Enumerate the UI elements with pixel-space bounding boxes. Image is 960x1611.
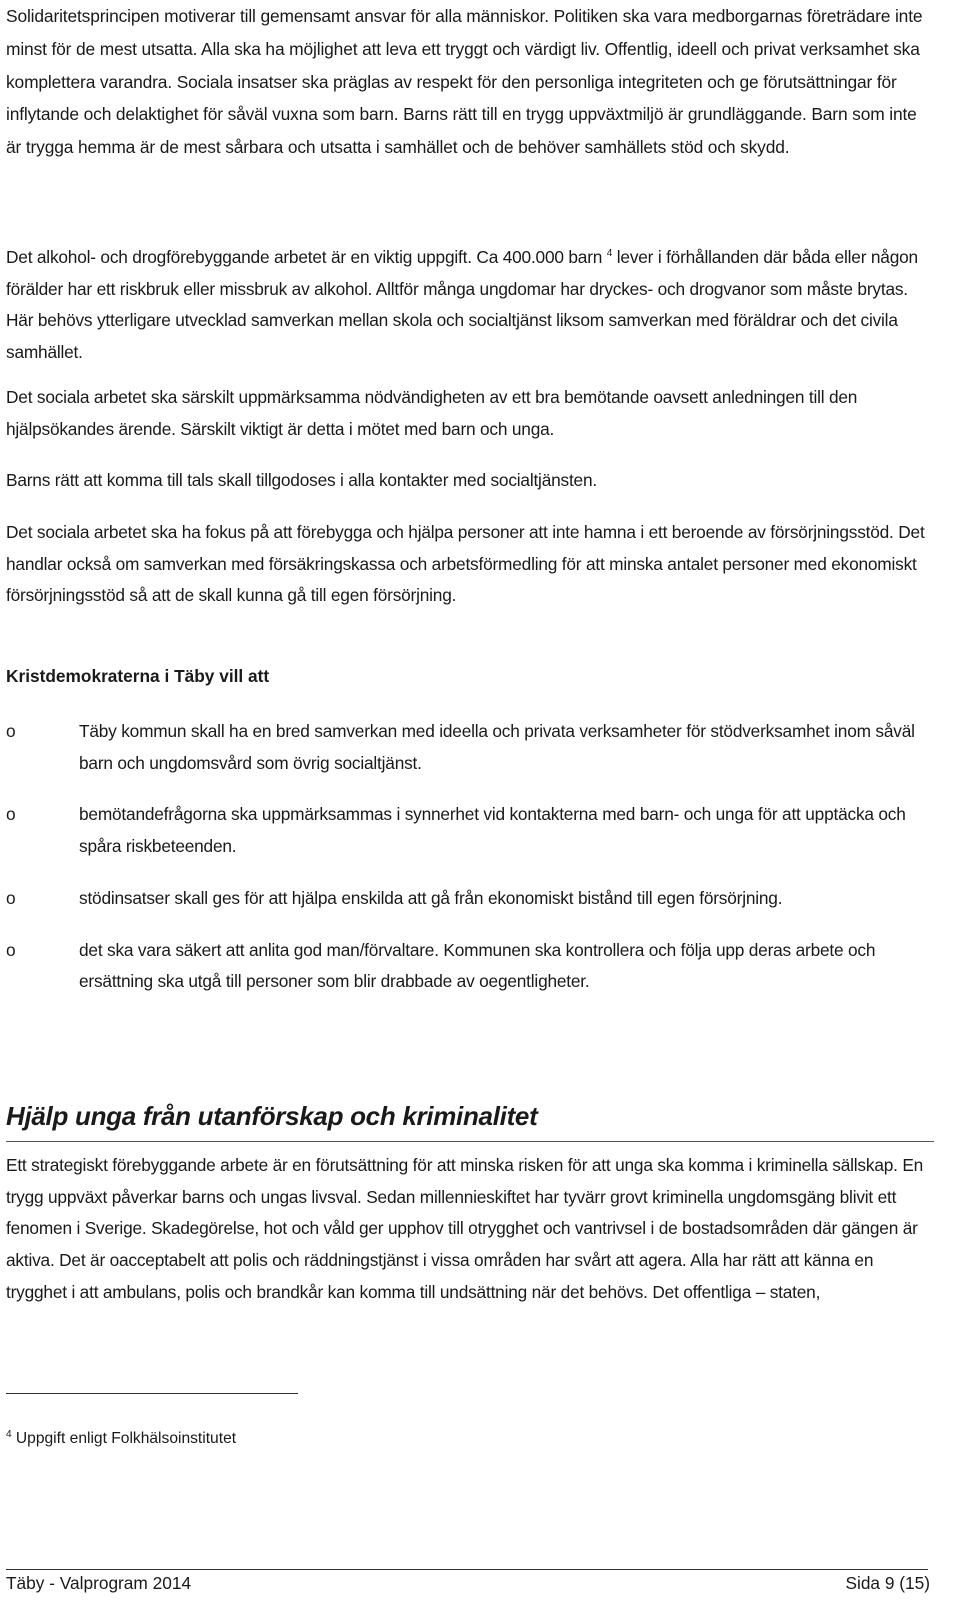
footnote-number: 4 [6,1429,12,1440]
prevention-paragraph: Det sociala arbetet ska ha fokus på att förebygga och hjälpa personer att inte hamna i ett beroende av försörjningsstöd. Det handlar också om samverkan med försäkringskassa och arbetsförmedling för att minska antalet personer med ekonomiskt försörjningsstöd så att de skall kunna gå till egen försörjning. [6,522,925,606]
footnote-ref[interactable]: 4 [606,248,613,259]
bullet-marker: o [6,887,16,908]
alcohol-paragraph [6,238,934,369]
alcohol-text-2: lever i förhållanden där båda eller någon förälder har ett riskbruk eller missbruk av alkohol. Alltför många ungdomar har dryckes- och drogvanor som måste brytas. Här behövs ytterligare utvecklad samverkan mellan skola och socialtjänst liksom samverkan med föräldrar och det civila samhället. [6,247,918,363]
kd-heading: Kristdemokraterna i Täby vill att [6,666,270,686]
list-item [6,935,934,998]
intro-paragraph: Solidaritetsprincipen motiverar till gemensamt ansvar för alla människor. Politiken ska vara medborgarnas företrädare inte minst för de mest utsatta. Alla ska ha möjlighet att leva ett tryggt och värdigt liv. Offentlig, ideell och privat verksamhet ska komplettera varandra. Sociala insatser ska präglas av respekt för den personliga integriteten och ge förutsättningar för inflytande och delaktighet för såväl vuxna som barn. Barns rätt till en trygg uppväxtmiljö är grundläggande. Barn som inte är trygga hemma är de mest sårbara och utsatta i samhället och de behöver samhällets stöd och skydd. [6,6,923,158]
bullet-marker: o [6,804,16,825]
kd-list [6,716,934,998]
section-body: Ett strategiskt förebyggande arbete är en förutsättning för att minska risken för att unga ska komma i kriminella sällskap. En trygg uppväxt påverkar barns och ungas livsval. Sedan millennieskiftet har tyvärr grovt kriminella ungdomsgäng blivit ett fenomen i Sverige. Skadegörelse, hot och våld ger upphov till otrygghet och vantrivsel i de bostadsområden där gängen är aktiva. Det är oacceptabelt att polis och räddningstjänst i vissa områden har svårt att agera. Alla har rätt att känna en trygghet i att ambulans, polis och brandkår kan komma till undsättning när det behövs. Det offentliga – staten, [6,1155,924,1302]
list-item [6,716,934,779]
list-item-text: stödinsatser skall ges för att hjälpa enskilda att gå från ekonomiskt bistånd till egen försörjning. [79,887,783,908]
list-item-text: det ska vara säkert att anlita god man/förvaltare. Kommunen ska kontrollera och följa upp deras arbete och ersättning ska utgå till personer som blir drabbade av oegentligheter. [79,939,876,992]
bullet-marker: o [6,939,16,960]
footnote-divider [6,1393,298,1394]
bullet-marker: o [6,721,16,741]
children-rights-paragraph: Barns rätt att komma till tals skall tillgodoses i alla kontakter med socialtjänsten. [6,470,597,490]
page-footer [6,1573,930,1594]
list-item [6,883,934,915]
social-work-paragraph: Det sociala arbetet ska särskilt uppmärksamma nödvändigheten av ett bra bemötande oavsett anledningen till den hjälpsökandes ärende. Särskilt viktigt är detta i mötet med barn och unga. [6,387,858,439]
list-item-text: Täby kommun skall ha en bred samverkan med ideella och privata verksamheter för stödverksamhet inom såväl barn och ungdomsvård som övrig socialtjänst. [79,721,915,773]
section-title: Hjälp unga från utanförskap och kriminalitet [6,1101,538,1131]
list-item-text: bemötandefrågorna ska uppmärksammas i synnerhet vid kontakterna med barn- och unga för att upptäcka och spåra riskbeteenden. [79,804,906,857]
footnote-text: Uppgift enligt Folkhälsoinstitutet [15,1430,237,1447]
page-number: Sida 9 (15) [845,1573,930,1593]
footer-title: Täby - Valprogram 2014 [6,1573,192,1593]
alcohol-text-1: Det alkohol- och drogförebyggande arbetet är en viktig uppgift. Ca 400.000 barn [6,247,603,267]
footer-divider [6,1569,928,1570]
list-item [6,799,934,862]
footnote [6,1429,236,1448]
section-rule [6,1141,934,1142]
